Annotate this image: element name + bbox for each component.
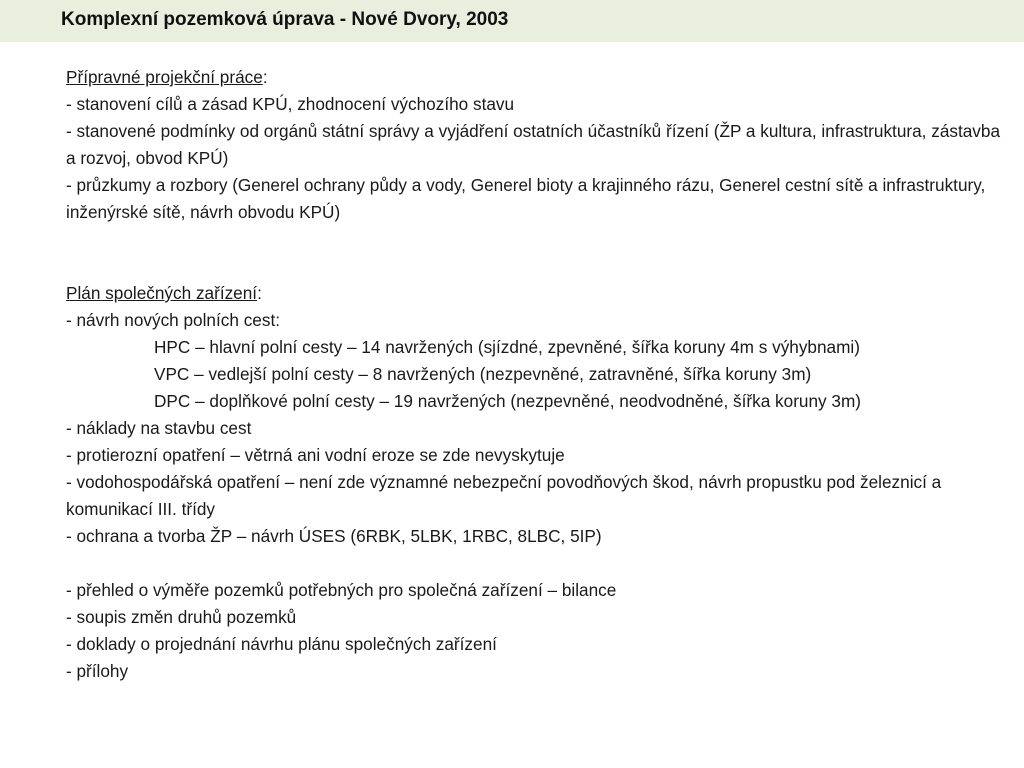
section-preparatory-work (66, 64, 1006, 226)
list-item: - přehled o výměře pozemků potřebných pro společná zařízení – bilance (66, 580, 617, 600)
slide-content (66, 64, 1006, 685)
heading-colon: : (257, 283, 262, 303)
road-item-hpc: HPC – hlavní polní cesty – 14 navržených (sjízdné, zpevněné, šířka koruny 4m s výhybnami) (154, 337, 860, 357)
list-item: - průzkumy a rozbory (Generel ochrany půdy a vody, Generel bioty a krajinného rázu, Generel cestní sítě a infrastruktury, inženýrské sítě, návrh obvodu KPÚ) (66, 175, 986, 222)
list-item: - stanovení cílů a zásad KPÚ, zhodnocení výchozího stavu (66, 94, 515, 114)
list-item: - stanovené podmínky od orgánů státní správy a vyjádření ostatních účastníků řízení (ŽP a kultura, infrastruktura, zástavba a rozvoj, obvod KPÚ) (66, 121, 1001, 168)
list-item: - soupis změn druhů pozemků (66, 607, 297, 627)
list-item: - doklady o projednání návrhu plánu společných zařízení (66, 634, 497, 654)
road-item-dpc: DPC – doplňkové polní cesty – 19 navržených (nezpevněné, neodvodněné, šířka koruny 3m) (154, 391, 862, 411)
heading-colon: : (262, 67, 268, 87)
spacer (66, 550, 1006, 577)
section-heading-common-facilities (66, 280, 1006, 307)
list-item: - vodohospodářská opatření – není zde významné nebezpeční povodňových škod, návrh propustku pod železnicí a komunikací III. třídy (66, 472, 942, 519)
list-item: - náklady na stavbu cest (66, 418, 252, 438)
road-item-vpc: VPC – vedlejší polní cesty – 8 navržených (nezpevněné, zatravněné, šířka koruny 3m) (154, 364, 812, 384)
list-item-roads-intro: - návrh nových polních cest: (66, 310, 280, 330)
list-item: - přílohy (66, 661, 129, 681)
title-bar (0, 0, 1024, 42)
section-heading-text: Plán společných zařízení (66, 283, 258, 303)
list-item: - protierozní opatření – větrná ani vodní eroze se zde nevyskytuje (66, 445, 565, 465)
section-heading-text: Přípravné projekční práce (66, 67, 263, 87)
page-title: Komplexní pozemková úprava - Nové Dvory, 2003 (61, 9, 509, 30)
section-heading-preparatory (66, 64, 1006, 91)
section-common-facilities (66, 280, 1006, 685)
spacer (66, 226, 1006, 280)
list-item: - ochrana a tvorba ŽP – návrh ÚSES (6RBK, 5LBK, 1RBC, 8LBC, 5IP) (66, 526, 602, 546)
